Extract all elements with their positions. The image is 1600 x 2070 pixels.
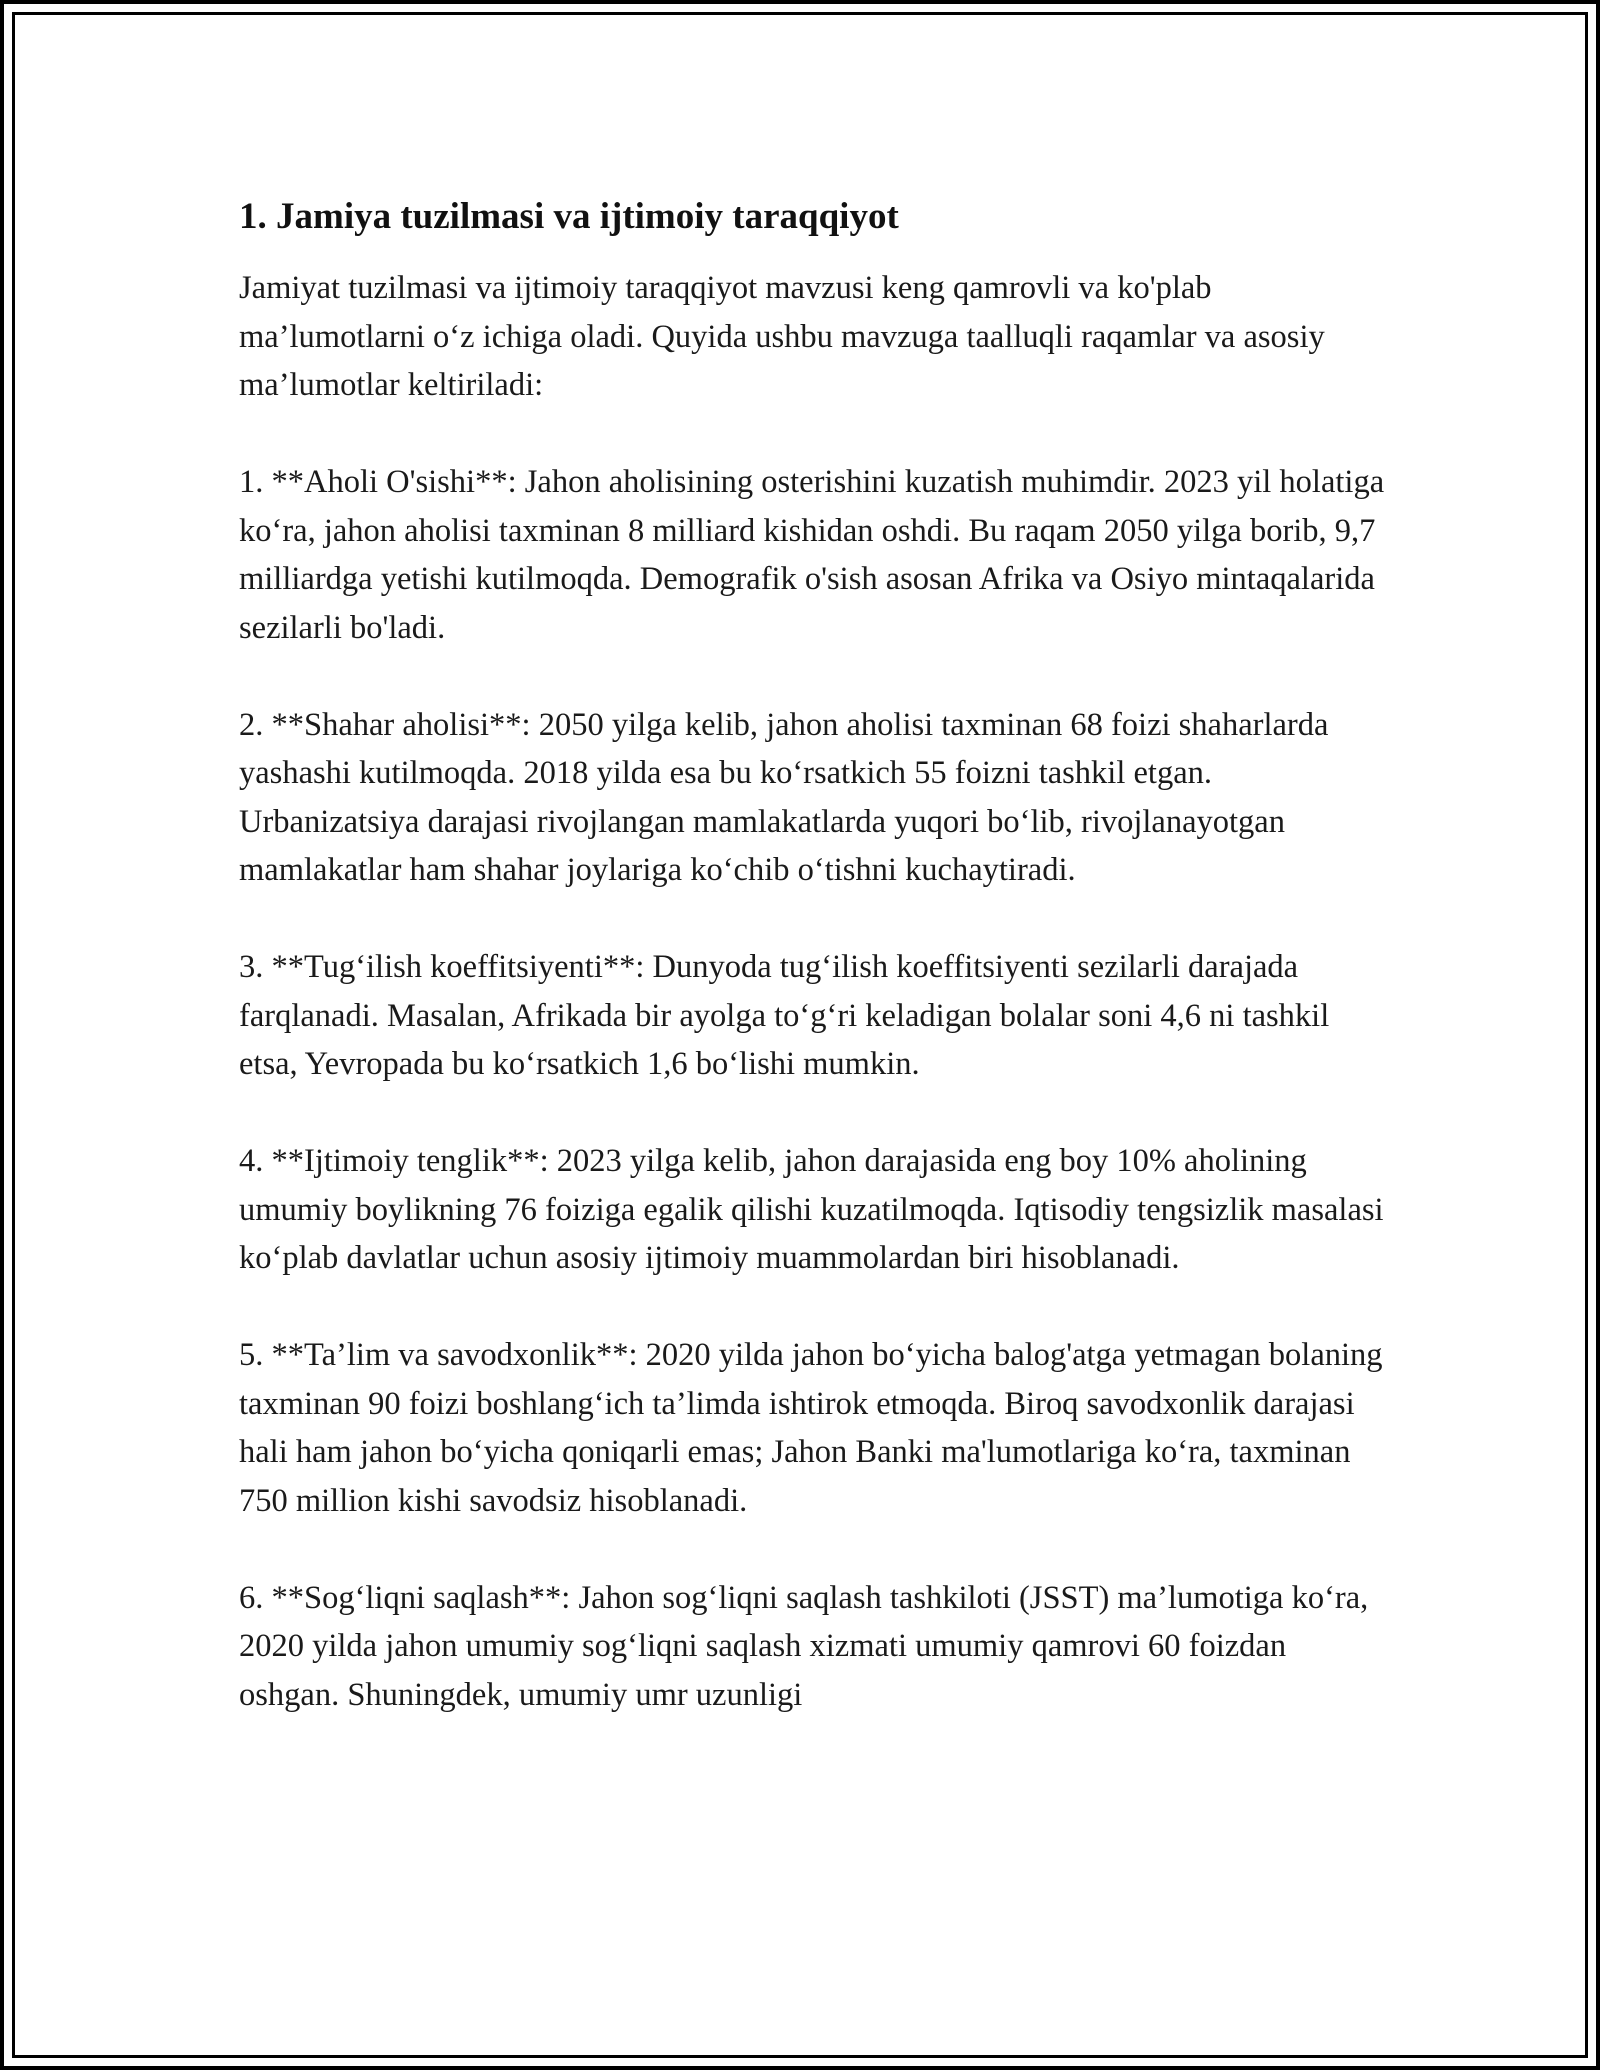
document-body [239,192,1389,1768]
list-item-population-growth: 1. **Aholi O'sishi**: Jahon aholisining osterishini kuzatish muhimdir. 2023 yil holatiga ko‘ra, jahon aholisi taxminan 8 milliard kishidan oshdi. Bu raqam 2050 yilga borib, 9,7 milliardga yetishi kutilmoqda. Demografik o'sish asosan Afrika va Osiyo mintaqalarida sezilarli bo'ladi. [239,464,1385,646]
list-item-urban-population: 2. **Shahar aholisi**: 2050 yilga kelib, jahon aholisi taxminan 68 foizi shaharlarda yashashi kutilmoqda. 2018 yilda esa bu ko‘rsatkich 55 foizni tashkil etgan. Urbanizatsiya darajasi rivojlangan mamlakatlarda yuqori bo‘lib, rivojlanayotgan mamlakatlar ham shahar joylariga ko‘chib o‘tishni kuchaytiradi. [239,706,1329,888]
list-item-education-literacy: 5. **Ta’lim va savodxonlik**: 2020 yilda jahon bo‘yicha balog'atga yetmagan bolaning taxminan 90 foizi boshlang‘ich ta’limda ishtirok etmoqda. Biroq savodxonlik darajasi hali ham jahon bo‘yicha qoniqarli emas; Jahon Banki ma'lumotlariga ko‘ra, taxminan 750 million kishi savodsiz hisoblanadi. [239,1337,1383,1519]
intro-paragraph: Jamiyat tuzilmasi va ijtimoiy taraqqiyot mavzusi keng qamrovli va ko'plab ma’lumotlarni o‘z ichiga oladi. Quyida ushbu mavzuga taalluqli raqamlar va asosiy ma’lumotlar keltiriladi: [239,270,1325,403]
list-item-healthcare: 6. **Sog‘liqni saqlash**: Jahon sog‘liqni saqlash tashkiloti (JSST) ma’lumotiga ko‘ra, 2020 yilda jahon umumiy sog‘liqni saqlash xizmati umumiy qamrovi 60 foizdan oshgan. Shuningdek, umumiy umr uzunligi [239,1579,1369,1713]
list-item-social-equality: 4. **Ijtimoiy tenglik**: 2023 yilga kelib, jahon darajasida eng boy 10% aholining umumiy boylikning 76 foiziga egalik qilishi kuzatilmoqda. Iqtisodiy tengsizlik masalasi ko‘plab davlatlar uchun asosiy ijtimoiy muammolardan biri hisoblanadi. [239,1143,1384,1276]
list-item-fertility-rate: 3. **Tug‘ilish koeffitsiyenti**: Dunyoda tug‘ilish koeffitsiyenti sezilarli darajada farqlanadi. Masalan, Afrikada bir ayolga to‘g‘ri keladigan bolalar soni 4,6 ni tashkil etsa, Yevropada bu ko‘rsatkich 1,6 bo‘lishi mumkin. [239,949,1330,1082]
section-heading: 1. Jamiya tuzilmasi va ijtimoiy taraqqiyot [239,196,899,237]
